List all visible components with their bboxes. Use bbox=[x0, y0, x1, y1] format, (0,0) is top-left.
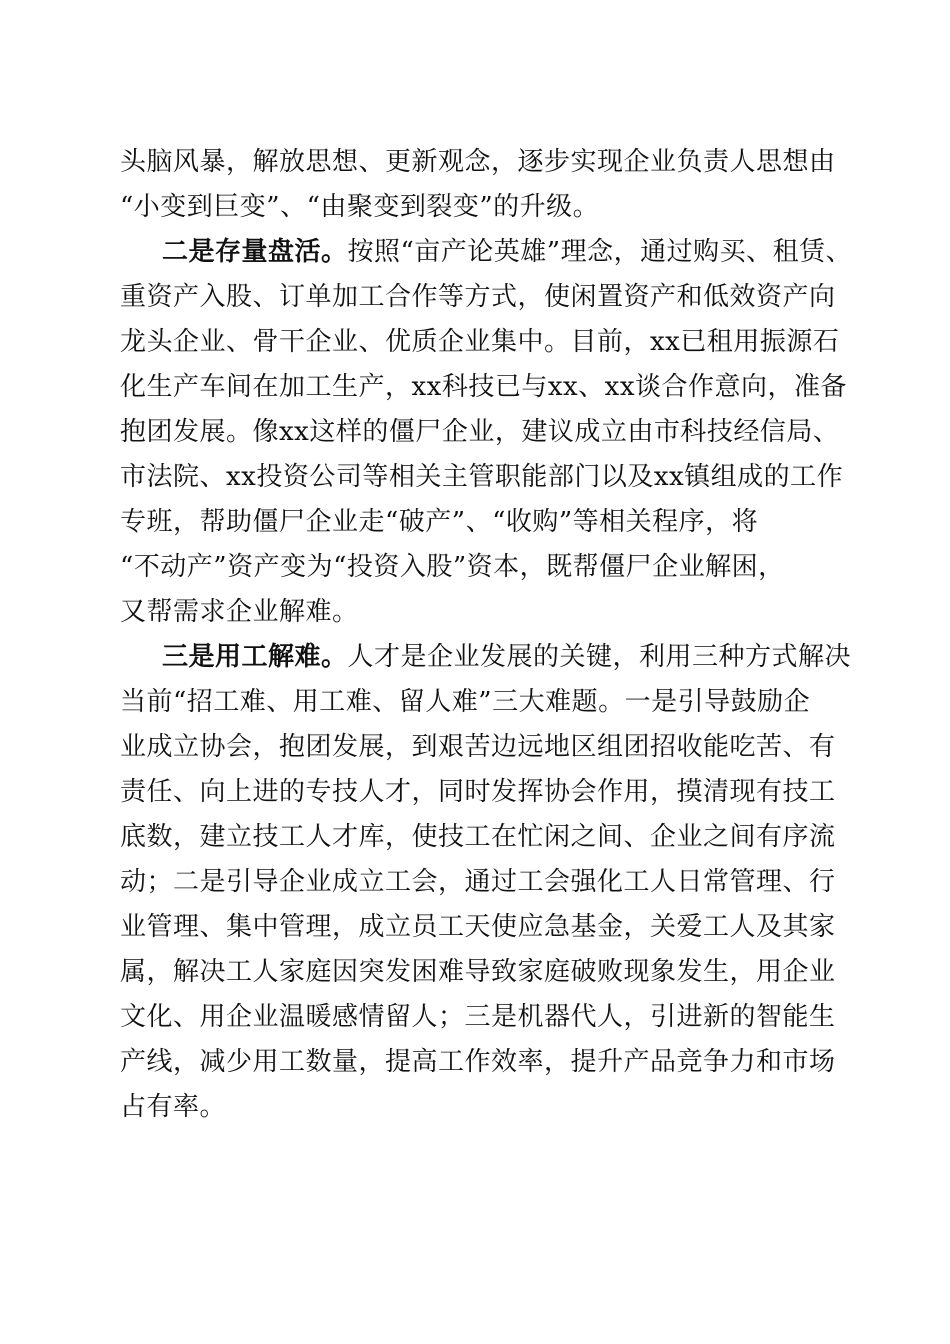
paragraph-2-line-3: 龙头企业、骨干企业、优质企业集中。目前，xx已租用振源石 bbox=[120, 327, 840, 357]
paragraph-2-line-4: 化生产车间在加工生产，xx科技已与xx、xx谈合作意向，准备 bbox=[120, 372, 847, 402]
paragraph-3-line-5: 底数，建立技工人才库，使技工在忙闲之间、企业之间有序流 bbox=[120, 822, 836, 852]
paragraph-2-line-1 bbox=[162, 237, 852, 267]
paragraph-1-line-1: 头脑风暴，解放思想、更新观念，逐步实现企业负责人思想由 bbox=[120, 147, 836, 177]
paragraph-2-line-6: 市法院、xx投资公司等相关主管职能部门以及xx镇组成的工作 bbox=[120, 462, 844, 492]
paragraph-3-line-2: 当前“招工难、用工难、留人难”三大难题。一是引导鼓励企 bbox=[120, 687, 811, 717]
paragraph-3-line-9: 文化、用企业温暖感情留人；三是机器代人，引进新的智能生 bbox=[120, 1002, 836, 1032]
paragraph-3-heading: 三是用工解难。 bbox=[162, 642, 348, 672]
paragraph-2-heading: 二是存量盘活。 bbox=[162, 237, 348, 267]
paragraph-3-line-4: 责任、向上进的专技人才，同时发挥协会作用，摸清现有技工 bbox=[120, 777, 836, 807]
paragraph-3-line-1 bbox=[162, 642, 851, 672]
paragraph-3-first-line-text: 人才是企业发展的关键，利用三种方式解决 bbox=[347, 642, 852, 672]
paragraph-3-line-10: 产线，减少用工数量，提高工作效率，提升产品竞争力和市场 bbox=[120, 1047, 836, 1077]
paragraph-2-first-line-text: 按照“亩产论英雄”理念，通过购买、租赁、 bbox=[347, 237, 853, 267]
paragraph-1-line-2: “小变到巨变”、“由聚变到裂变”的升级。 bbox=[120, 192, 600, 222]
paragraph-3-line-8: 属，解决工人家庭因突发困难导致家庭破败现象发生，用企业 bbox=[120, 957, 836, 987]
paragraph-3-line-7: 业管理、集中管理，成立员工天使应急基金，关爱工人及其家 bbox=[120, 912, 836, 942]
paragraph-2-line-8: “不动产”资产变为“投资入股”资本，既帮僵尸企业解困， bbox=[120, 552, 785, 582]
paragraph-2-line-7: 专班，帮助僵尸企业走“破产”、“收购”等相关程序，将 bbox=[120, 507, 759, 537]
paragraph-3-line-11: 占有率。 bbox=[120, 1092, 227, 1122]
paragraph-3-line-3: 业成立协会，抱团发展，到艰苦边远地区组团招收能吃苦、有 bbox=[120, 732, 836, 762]
paragraph-2-line-5: 抱团发展。像xx这样的僵尸企业，建议成立由市科技经信局、 bbox=[120, 417, 840, 447]
paragraph-2-line-9: 又帮需求企业解难。 bbox=[120, 597, 359, 627]
paragraph-2-line-2: 重资产入股、订单加工合作等方式，使闲置资产和低效资产向 bbox=[120, 282, 836, 312]
paragraph-3-line-6: 动；二是引导企业成立工会，通过工会强化工人日常管理、行 bbox=[120, 867, 836, 897]
